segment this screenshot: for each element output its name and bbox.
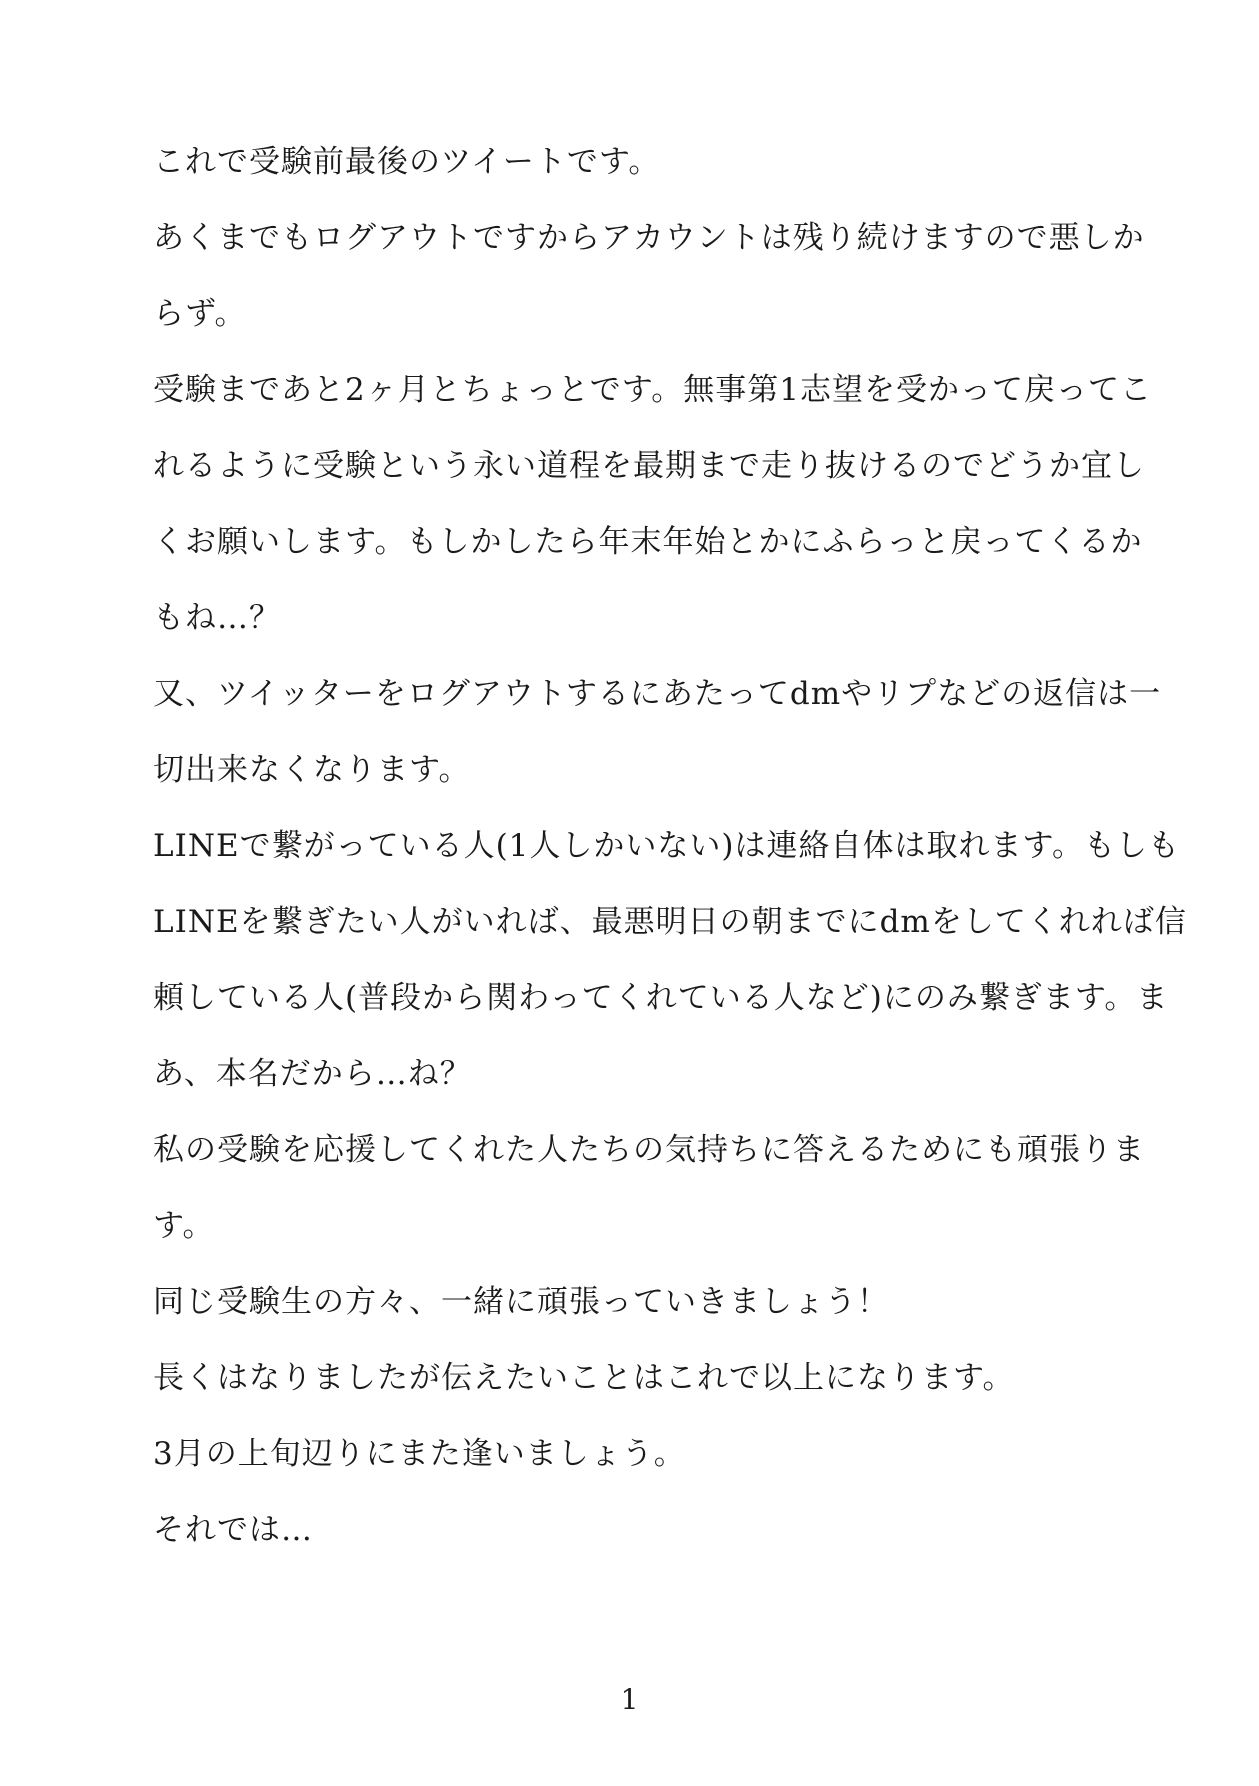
document-body bbox=[153, 142, 1187, 1586]
text-line: 切出来なくなります。 bbox=[153, 752, 471, 788]
text-line: あ、本名だから…ね？ bbox=[153, 1056, 472, 1092]
text-line: 3月の上旬辺りにまた逢いましょう。 bbox=[153, 1436, 686, 1472]
text-line: それでは… bbox=[153, 1512, 313, 1548]
text-line: れるように受験という永い道程を最期まで走り抜けるのでどうか宜し bbox=[153, 448, 1145, 484]
page-number: 1 bbox=[620, 1683, 639, 1716]
text-line: もね…？ bbox=[153, 600, 281, 636]
text-line: 私の受験を応援してくれた人たちの気持ちに答えるためにも頑張りま bbox=[153, 1132, 1145, 1168]
text-line: 受験まであと2ヶ月とちょっとです。無事第1志望を受かって戻ってこ bbox=[153, 372, 1152, 408]
text-line: 又、ツイッターをログアウトするにあたってdmやリプなどの返信は一 bbox=[153, 676, 1162, 712]
text-line: LINEを繋ぎたい人がいれば、最悪明日の朝までにdmをしてくれれば信 bbox=[153, 904, 1187, 940]
text-line: あくまでもログアウトですからアカウントは残り続けますので悪しか bbox=[153, 220, 1145, 256]
text-line: 同じ受験生の方々、一緒に頑張っていきましょう！ bbox=[153, 1284, 889, 1320]
text-line: 長くはなりましたが伝えたいことはこれで以上になります。 bbox=[153, 1360, 1015, 1396]
text-line: これで受験前最後のツイートです。 bbox=[153, 144, 661, 180]
text-line: らず。 bbox=[153, 296, 247, 332]
text-line: す。 bbox=[153, 1208, 215, 1244]
text-line: LINEで繋がっている人(1人しかいない)は連絡自体は取れます。もしも bbox=[153, 828, 1181, 864]
text-line: くお願いします。もしかしたら年末年始とかにふらっと戻ってくるか bbox=[153, 524, 1143, 560]
text-line: 頼している人(普段から関わってくれている人など)にのみ繋ぎます。ま bbox=[153, 980, 1169, 1016]
